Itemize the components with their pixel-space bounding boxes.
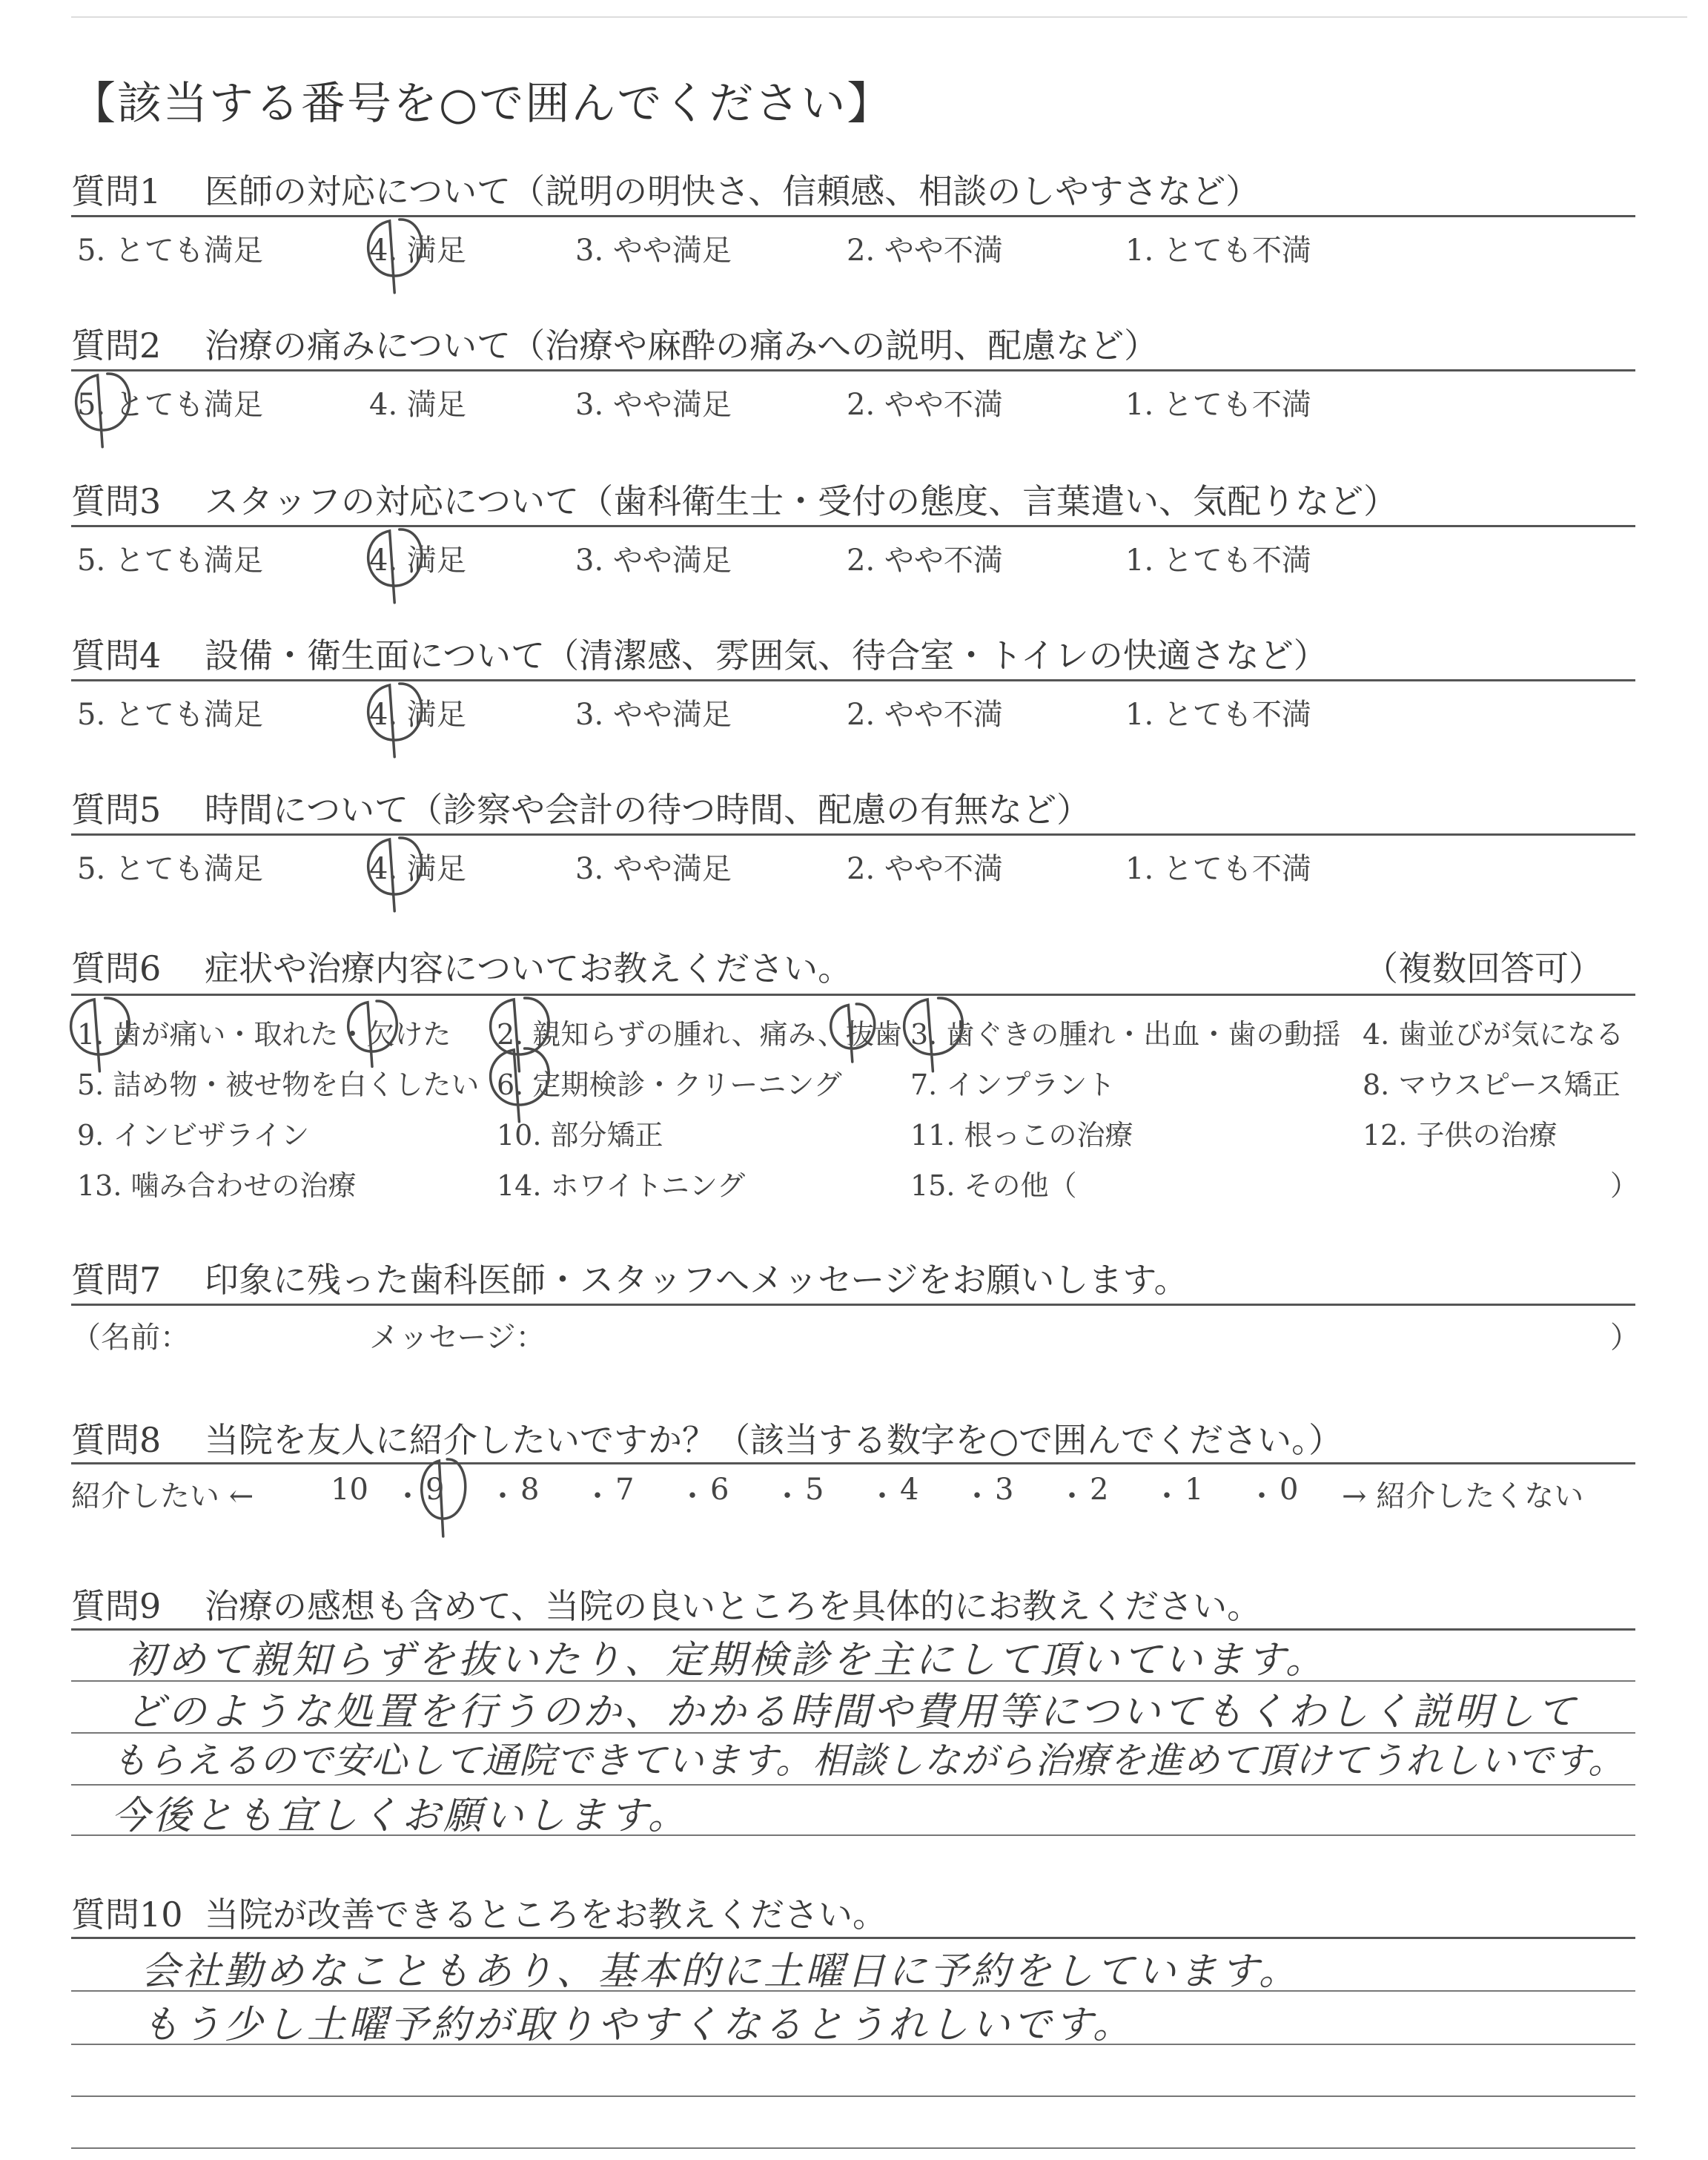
q6-option-10[interactable]: 10. 部分矯正 [497, 1119, 663, 1152]
q1-option-1[interactable]: 1. とても不満 [1125, 234, 1311, 268]
q8-scale-2[interactable]: 2 [1090, 1473, 1109, 1507]
q6-note: （複数回答可） [1364, 948, 1603, 988]
q3-rule [71, 525, 1635, 527]
q7-label: 質問7 [71, 1260, 162, 1300]
q8-scale-separator: ・ [488, 1479, 517, 1513]
q8-rule [71, 1462, 1635, 1464]
q10-rule [71, 1937, 1635, 1939]
q8-text: 当院を友人に紹介したいですか？（該当する数字を○で囲んでください。） [205, 1420, 1343, 1460]
q10-answer-2[interactable]: もう少し土曜予約が取りやすくなるとうれしいです。 [141, 2003, 1134, 2047]
q10-line-3 [71, 2095, 1635, 2097]
q5-option-2[interactable]: 2. やや不満 [847, 852, 1003, 886]
q5-option-3[interactable]: 3. やや満足 [575, 852, 732, 886]
q8-scale-separator: ・ [393, 1479, 423, 1513]
q4-option-5[interactable]: 5. とても満足 [77, 698, 263, 732]
q6-option-11[interactable]: 11. 根っこの治療 [910, 1119, 1133, 1152]
q3-option-1[interactable]: 1. とても不満 [1125, 544, 1311, 578]
q6-option-12[interactable]: 12. 子供の治療 [1363, 1119, 1558, 1152]
q5-option-1[interactable]: 1. とても不満 [1125, 852, 1311, 886]
q8-scale-separator: ・ [1247, 1479, 1277, 1513]
q8-scale-separator: ・ [1057, 1479, 1087, 1513]
q10-answer-1[interactable]: 会社勤めなこともあり、基本的に土曜日に予約をしています。 [141, 1949, 1300, 1994]
q5-label: 質問5 [71, 790, 162, 830]
q5-option-4[interactable]: 4. 満足 [369, 852, 466, 886]
q8-scale-5[interactable]: 5 [805, 1473, 824, 1507]
q1-rule [71, 215, 1635, 217]
q9-text: 治療の感想も含めて、当院の良いところを具体的にお教えください。 [205, 1586, 1262, 1626]
q2-label: 質問2 [71, 326, 162, 366]
q4-option-4[interactable]: 4. 満足 [369, 698, 466, 732]
q7-rule [71, 1304, 1635, 1306]
q6-option-9[interactable]: 9. インビザライン [77, 1119, 310, 1152]
q8-scale-7[interactable]: 7 [615, 1473, 635, 1507]
q2-option-2[interactable]: 2. やや不満 [847, 388, 1003, 422]
q3-option-4[interactable]: 4. 満足 [369, 544, 466, 578]
q5-rule [71, 833, 1635, 836]
q7-text: 印象に残った歯科医師・スタッフへメッセージをお願いします。 [205, 1260, 1188, 1300]
q8-scale-3[interactable]: 3 [995, 1473, 1014, 1507]
q6-text: 症状や治療内容についてお教えください。 [205, 948, 853, 988]
q9-answer-1[interactable]: 初めて親知らずを抜いたり、定期検診を主にして頂いています。 [126, 1638, 1327, 1682]
q6-option-1[interactable]: 1. 歯が痛い・取れた・欠けた [77, 1018, 451, 1051]
q8-left-label: 紹介したい ← [71, 1479, 254, 1513]
q6-option-15[interactable]: 15. その他（ [910, 1169, 1077, 1202]
q2-option-4[interactable]: 4. 満足 [369, 388, 466, 422]
q2-option-3[interactable]: 3. やや満足 [575, 388, 732, 422]
q6-option-14[interactable]: 14. ホワイトニング [497, 1169, 746, 1202]
q2-text: 治療の痛みについて（治療や麻酔の痛みへの説明、配慮など） [205, 326, 1159, 366]
q2-option-1[interactable]: 1. とても不満 [1125, 388, 1311, 422]
q2-rule [71, 369, 1635, 371]
q9-answer-2[interactable]: どのような処置を行うのか、かかる時間や費用等についてもくわしく説明して [126, 1690, 1578, 1734]
q4-option-1[interactable]: 1. とても不満 [1125, 698, 1311, 732]
q1-option-3[interactable]: 3. やや満足 [575, 234, 732, 268]
q9-answer-4[interactable]: 今後とも宜しくお願いします。 [111, 1794, 689, 1838]
q8-scale-0[interactable]: 0 [1280, 1473, 1299, 1507]
q4-label: 質問4 [71, 635, 162, 676]
q8-scale-8[interactable]: 8 [520, 1473, 540, 1507]
q6-option-5[interactable]: 5. 詰め物・被せ物を白くしたい [77, 1069, 480, 1101]
q3-option-3[interactable]: 3. やや満足 [575, 544, 732, 578]
q5-text: 時間について（診察や会計の待つ時間、配慮の有無など） [205, 790, 1091, 830]
q3-option-5[interactable]: 5. とても満足 [77, 544, 263, 578]
q9-answer-3[interactable]: もらえるので安心して通院できています。相談しながら治療を進めて頂けてうれしいです。 [111, 1740, 1626, 1782]
q8-scale-9[interactable]: 9 [426, 1473, 445, 1507]
q2-option-5[interactable]: 5. とても満足 [77, 388, 263, 422]
q7-close: ） [1610, 1321, 1640, 1355]
q7-name-label[interactable]: （名前： [71, 1321, 190, 1355]
q6-rule [71, 994, 1635, 996]
q1-label: 質問1 [71, 171, 162, 211]
q10-label: 質問10 [71, 1895, 183, 1935]
q1-option-5[interactable]: 5. とても満足 [77, 234, 263, 268]
q4-text: 設備・衛生面について（清潔感、雰囲気、待合室・トイレの快適さなど） [205, 635, 1328, 676]
q8-scale-10[interactable]: 10 [331, 1473, 368, 1507]
q6-option-6[interactable]: 6. 定期検診・クリーニング [497, 1069, 842, 1101]
q6-option-15-close: ） [1610, 1169, 1639, 1202]
q8-scale-1[interactable]: 1 [1185, 1473, 1204, 1507]
q7-message-label[interactable]: メッセージ： [369, 1321, 546, 1355]
form-heading: 【該当する番号を○で囲んでください】 [71, 78, 893, 130]
q3-label: 質問3 [71, 481, 162, 521]
q8-scale-separator: ・ [962, 1479, 992, 1513]
q8-scale-separator: ・ [867, 1479, 897, 1513]
q8-scale-4[interactable]: 4 [900, 1473, 919, 1507]
q5-option-5[interactable]: 5. とても満足 [77, 852, 263, 886]
q4-rule [71, 679, 1635, 681]
q8-scale-separator: ・ [583, 1479, 612, 1513]
scan-edge [71, 16, 1687, 18]
q3-option-2[interactable]: 2. やや不満 [847, 544, 1003, 578]
q6-option-2[interactable]: 2. 親知らずの腫れ、痛み、抜歯 [497, 1018, 902, 1051]
q4-option-3[interactable]: 3. やや満足 [575, 698, 732, 732]
q8-scale-separator: ・ [1152, 1479, 1182, 1513]
q1-option-2[interactable]: 2. やや不満 [847, 234, 1003, 268]
q4-option-2[interactable]: 2. やや不満 [847, 698, 1003, 732]
q8-label: 質問8 [71, 1420, 162, 1460]
q3-text: スタッフの対応について（歯科衛生士・受付の態度、言葉遣い、気配りなど） [205, 481, 1398, 521]
q6-option-13[interactable]: 13. 噛み合わせの治療 [77, 1169, 357, 1202]
q1-text: 医師の対応について（説明の明快さ、信頼感、相談のしやすさなど） [205, 171, 1260, 211]
q6-option-8[interactable]: 8. マウスピース矯正 [1363, 1069, 1621, 1101]
q6-option-3[interactable]: 3. 歯ぐきの腫れ・出血・歯の動揺 [910, 1018, 1341, 1051]
q1-option-4[interactable]: 4. 満足 [369, 234, 466, 268]
q8-right-label: → 紹介したくない [1342, 1479, 1584, 1513]
q8-scale-6[interactable]: 6 [710, 1473, 729, 1507]
q10-text: 当院が改善できるところをお教えください。 [205, 1895, 887, 1935]
q6-option-4[interactable]: 4. 歯並びが気になる [1363, 1018, 1624, 1051]
q10-line-4 [71, 2147, 1635, 2149]
q9-label: 質問9 [71, 1586, 162, 1626]
q6-label: 質問6 [71, 948, 162, 988]
q8-scale-separator: ・ [678, 1479, 707, 1513]
q8-scale-separator: ・ [772, 1479, 802, 1513]
q6-option-7[interactable]: 7. インプラント [910, 1069, 1116, 1101]
